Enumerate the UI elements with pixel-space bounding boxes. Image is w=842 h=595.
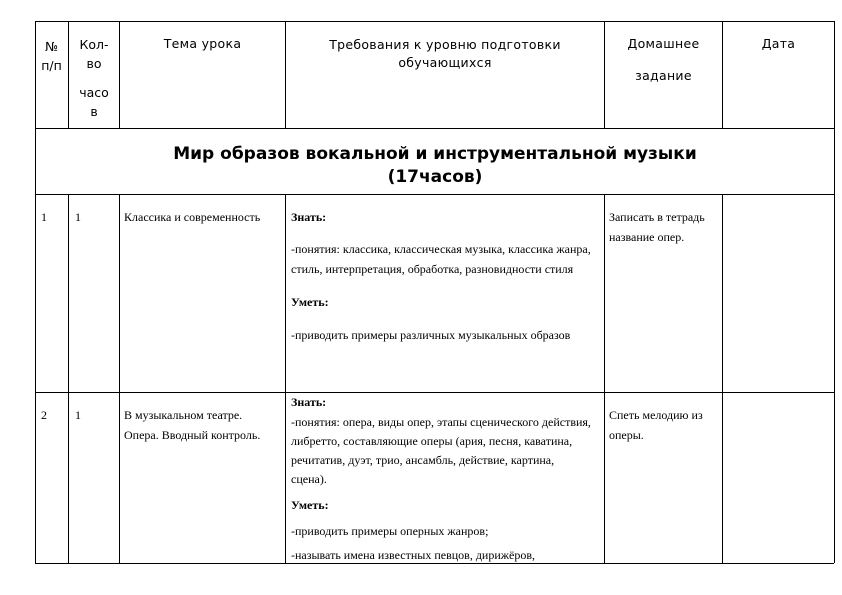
header-requirements-line: Требования к уровню подготовки (329, 37, 561, 52)
row-1-know-text: -понятия: классика, классическая музыка, классика жанра, стиль, интерпретация, обработка, разновидности стиля (291, 242, 591, 276)
table-left-border (35, 21, 36, 563)
row-2-can-label: Уметь: (291, 498, 329, 512)
header-date: Дата (761, 36, 796, 51)
header-hours (69, 35, 119, 121)
header-hours-line: во (86, 56, 102, 71)
row-2-know-label: Знать: (291, 395, 327, 409)
row-2-topic: В музыкальном театре. Опера. Вводный контроль. (124, 408, 261, 442)
section-title-hours: (17часов) (387, 167, 483, 187)
header-requirements-line: обучающихся (398, 55, 492, 70)
col-divider (722, 194, 723, 563)
header-homework-line: Домашнее (627, 36, 700, 51)
col-divider (119, 194, 120, 563)
row-2-hours: 1 (75, 408, 81, 422)
row-1-requirements (291, 207, 591, 345)
col-divider (285, 194, 286, 563)
row-1-number: 1 (41, 210, 47, 224)
row-1-know-label: Знать: (291, 210, 327, 224)
header-number: № п/п (41, 39, 62, 73)
section-title-line: Мир образов вокальной и инструментальной музыки (173, 144, 697, 164)
section-bottom-border (35, 194, 834, 195)
header-topic: Тема урока (163, 36, 242, 51)
row-2-know-text: -понятия: опера, виды опер, этапы сценического действия, либретто, составляющие оперы (ария, песня, каватина, речитатив, дуэт, трио, ансамбль, действие, картина, сцена). (291, 415, 591, 486)
row-2-homework: Спеть мелодию из оперы. (609, 408, 703, 442)
row-1-topic: Классика и современность (124, 210, 261, 224)
row-1-homework: Записать в тетрадь название опер. (609, 210, 705, 244)
table-top-border (35, 21, 834, 22)
row-2-can-text: -приводить примеры оперных жанров; (291, 524, 489, 538)
row-2-can-text: -называть имена известных певцов, дирижёров, (291, 548, 536, 562)
header-requirements (286, 36, 604, 72)
col-divider (68, 194, 69, 563)
col-divider (604, 194, 605, 563)
header-homework-line: задание (635, 68, 692, 83)
header-homework (605, 36, 722, 83)
row-1-can-text: -приводить примеры различных музыкальных образов (291, 328, 571, 342)
row-2-number: 2 (41, 408, 47, 422)
section-title (36, 143, 834, 189)
header-hours-line: Кол- (79, 37, 109, 52)
header-hours-line: часо (79, 85, 109, 100)
row-1-hours: 1 (75, 210, 81, 224)
row-1-can-label: Уметь: (291, 295, 329, 309)
row-2-requirements (291, 393, 591, 565)
header-hours-line: в (90, 104, 98, 119)
header-bottom-border (35, 128, 834, 129)
table-right-border (834, 21, 835, 563)
